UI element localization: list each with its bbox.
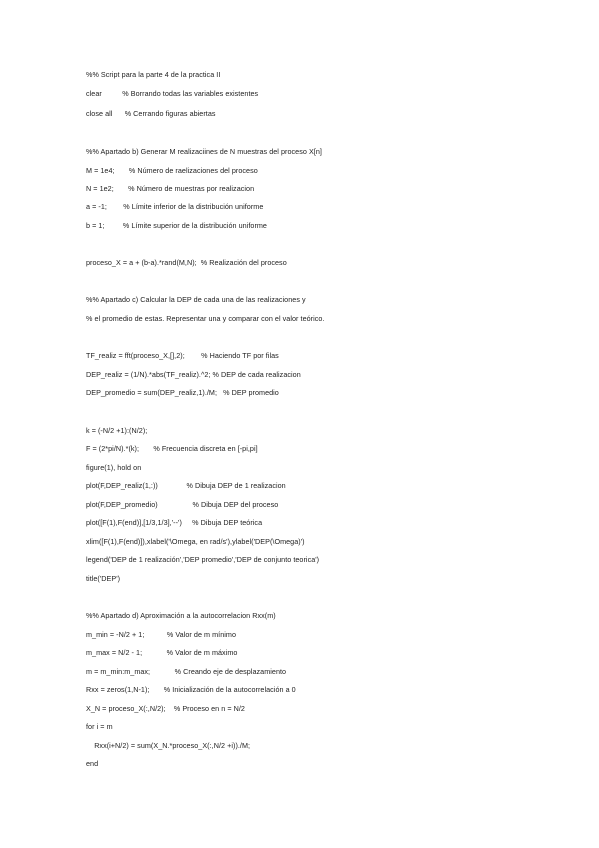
code-line-b: b = 1; % Límite superior de la distribución uniforme <box>86 221 267 230</box>
code-line-a: a = -1; % Límite inferior de la distribución uniforme <box>86 202 264 211</box>
code-line-comment-header: %% Script para la parte 4 de la practica II <box>86 70 221 79</box>
code-line-clear: clear % Borrando todas las variables existentes <box>86 89 259 98</box>
code-line-end: end <box>86 759 99 768</box>
code-line-rxx-sum: Rxx(i+N/2) = sum(X_N.*proceso_X(:,N/2 +i))./M; <box>86 741 251 750</box>
code-line-m-min: m_min = -N/2 + 1; % Valor de m mínimo <box>86 630 237 639</box>
code-line-title: title('DEP') <box>86 574 121 583</box>
code-line-k: k = (-N/2 +1):(N/2); <box>86 426 148 435</box>
code-line-plot-teorica: plot([F(1),F(end)],[1/3,1/3],'--') % Dibuja DEP teórica <box>86 518 263 527</box>
code-line-rxx: Rxx = zeros(1,N-1); % Inicialización de la autocorrelación a 0 <box>86 685 296 694</box>
code-line-for: for i = m <box>86 722 113 731</box>
code-line-m: M = 1e4; % Número de raelizaciones del proceso <box>86 166 258 175</box>
code-line-section-d: %% Apartado d) Aproximación a la autocorrelacion Rxx(m) <box>86 611 276 620</box>
code-line-figure: figure(1), hold on <box>86 463 142 472</box>
code-line-m-max: m_max = N/2 - 1; % Valor de m máximo <box>86 648 238 657</box>
code-line-xlim: xlim([F(1),F(end)]),xlabel('\Omega, en rad/s'),ylabel('DEP(\Omega)') <box>86 537 305 546</box>
code-line-proceso: proceso_X = a + (b-a).*rand(M,N); % Realización del proceso <box>86 258 287 267</box>
code-line-m-range: m = m_min:m_max; % Creando eje de desplazamiento <box>86 667 287 676</box>
code-line-section-c-cont: % el promedio de estas. Representar una y comparar con el valor teórico. <box>86 314 325 323</box>
code-line-plot-realiz: plot(F,DEP_realiz(1,:)) % Dibuja DEP de 1 realizacion <box>86 481 286 490</box>
code-line-f: F = (2*pi/N).*(k); % Frecuencia discreta en [-pi,pi] <box>86 444 258 453</box>
code-line-x-n: X_N = proceso_X(:,N/2); % Proceso en n = N/2 <box>86 704 245 713</box>
code-line-legend: legend('DEP de 1 realización','DEP promedio','DEP de conjunto teorica') <box>86 555 320 564</box>
code-line-section-c: %% Apartado c) Calcular la DEP de cada una de las realizaciones y <box>86 295 306 304</box>
code-line-dep-realiz: DEP_realiz = (1/N).*abs(TF_realiz).^2; % DEP de cada realizacion <box>86 370 301 379</box>
code-line-n: N = 1e2; % Número de muestras por realizacion <box>86 184 255 193</box>
code-line-dep-promedio: DEP_promedio = sum(DEP_realiz,1)./M; % DEP promedio <box>86 388 279 397</box>
code-line-close-all: close all % Cerrando figuras abiertas <box>86 109 216 118</box>
code-line-section-b: %% Apartado b) Generar M realizaciines de N muestras del proceso X[n] <box>86 147 322 156</box>
code-line-tf-realiz: TF_realiz = fft(proceso_X,[],2); % Haciendo TF por filas <box>86 351 279 360</box>
code-line-plot-promedio: plot(F,DEP_promedio) % Dibuja DEP del proceso <box>86 500 279 509</box>
